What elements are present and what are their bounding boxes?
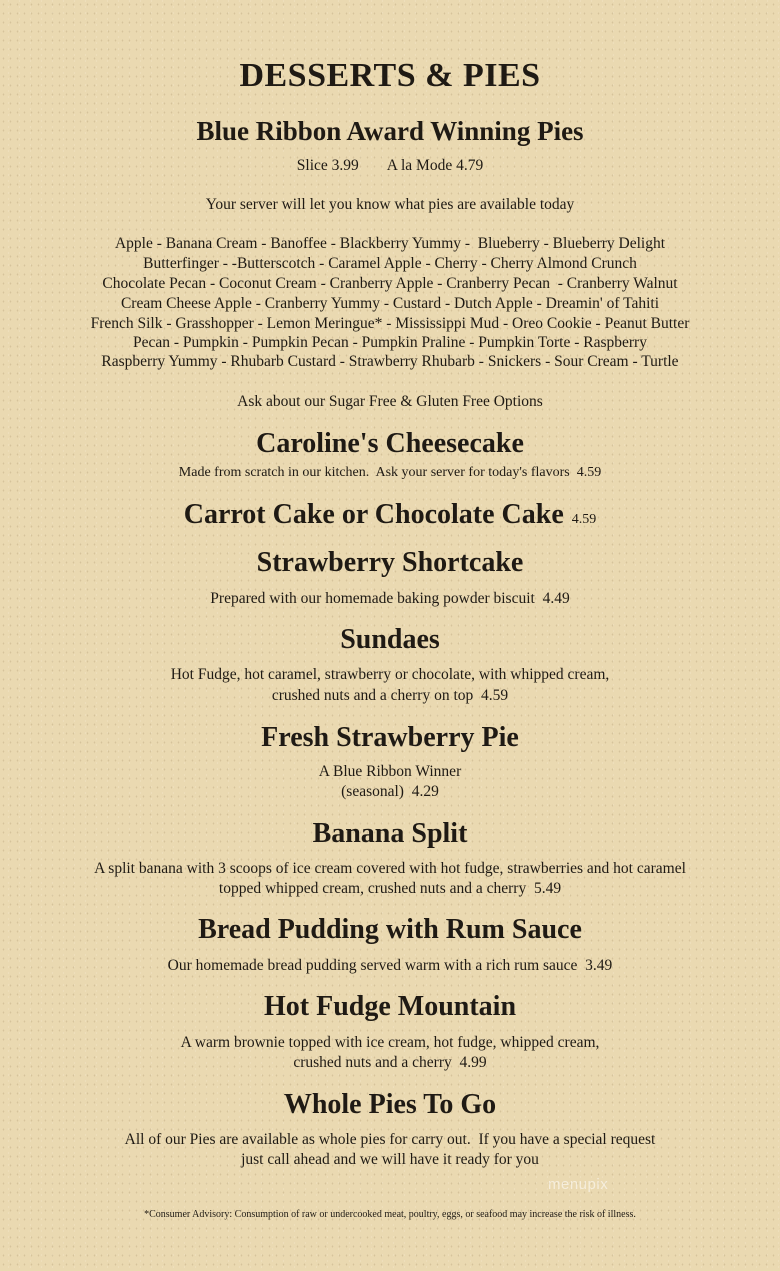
whole-pies-desc-line: All of our Pies are available as whole pies for carry out. If you have a special request [124,1131,656,1148]
banana-split-desc-line: A split banana with 3 scoops of ice cream covered with hot fudge, strawberries and hot caramel [94,860,686,877]
cake-price: 4.59 [571,512,597,527]
hot-fudge-mountain-heading: Hot Fudge Mountain [263,991,517,1022]
pie-flavor-line: Raspberry Yummy - Rhubarb Custard - Strawberry Rhubarb - Snickers - Sour Cream - Turtle [101,353,679,370]
bread-pudding-desc: Our homemade bread pudding served warm with a rich rum sauce 3.49 [167,957,613,974]
banana-split-heading: Banana Split [312,818,468,849]
pies-heading: Blue Ribbon Award Winning Pies [196,116,584,146]
pie-flavor-line: Chocolate Pecan - Coconut Cream - Cranberry Apple - Cranberry Pecan - Cranberry Walnut [102,275,678,292]
whole-pies-heading: Whole Pies To Go [283,1089,497,1120]
pie-flavor-line: Cream Cheese Apple - Cranberry Yummy - Custard - Dutch Apple - Dreamin' of Tahiti [120,295,660,312]
whole-pies-desc-line: just call ahead and we will have it ready for you [241,1151,539,1168]
sundaes-heading: Sundaes [340,624,440,655]
consumer-advisory: *Consumer Advisory: Consumption of raw or undercooked meat, poultry, eggs, or seafood may increase the risk of illness. [144,1209,636,1220]
shortcake-desc: Prepared with our homemade baking powder biscuit 4.49 [210,590,570,607]
pie-flavor-line: Pecan - Pumpkin - Pumpkin Pecan - Pumpkin Praline - Pumpkin Torte - Raspberry [133,334,647,351]
pies-prices [0,156,780,176]
cheesecake-desc: Made from scratch in our kitchen. Ask your server for today's flavors 4.59 [178,465,602,480]
strawberry-pie-desc-line: A Blue Ribbon Winner [318,763,462,780]
options-note: Ask about our Sugar Free & Gluten Free Options [237,393,543,410]
strawberry-pie-desc-line: (seasonal) 4.29 [341,783,439,800]
pie-flavor-line: French Silk - Grasshopper - Lemon Meringue* - Mississippi Mud - Oreo Cookie - Peanut Butter [90,315,690,332]
page-title: DESSERTS & PIES [239,57,541,94]
watermark: menupix [548,1176,609,1193]
strawberry-pie-heading: Fresh Strawberry Pie [261,722,519,753]
server-note: Your server will let you know what pies are available today [205,196,575,213]
cake-heading-text: Carrot Cake or Chocolate Cake [183,499,564,530]
a-la-mode-price: A la Mode 4.79 [386,157,484,174]
shortcake-heading: Strawberry Shortcake [256,547,524,578]
slice-price: Slice 3.99 [296,157,359,174]
pie-flavor-line: Butterfinger - -Butterscotch - Caramel Apple - Cherry - Cherry Almond Crunch [143,255,637,272]
hot-fudge-mountain-desc-line: A warm brownie topped with ice cream, hot fudge, whipped cream, [180,1034,600,1051]
hot-fudge-mountain-desc-line: crushed nuts and a cherry 4.99 [293,1054,487,1071]
bread-pudding-heading: Bread Pudding with Rum Sauce [198,914,582,945]
banana-split-desc-line: topped whipped cream, crushed nuts and a cherry 5.49 [218,880,562,897]
pie-flavor-line: Apple - Banana Cream - Banoffee - Blackberry Yummy - Blueberry - Blueberry Delight [114,235,666,252]
sundaes-desc-line: crushed nuts and a cherry on top 4.59 [271,687,509,704]
cake-heading [0,498,780,537]
cheesecake-heading: Caroline's Cheesecake [256,428,524,459]
sundaes-desc-line: Hot Fudge, hot caramel, strawberry or chocolate, with whipped cream, [170,666,610,683]
